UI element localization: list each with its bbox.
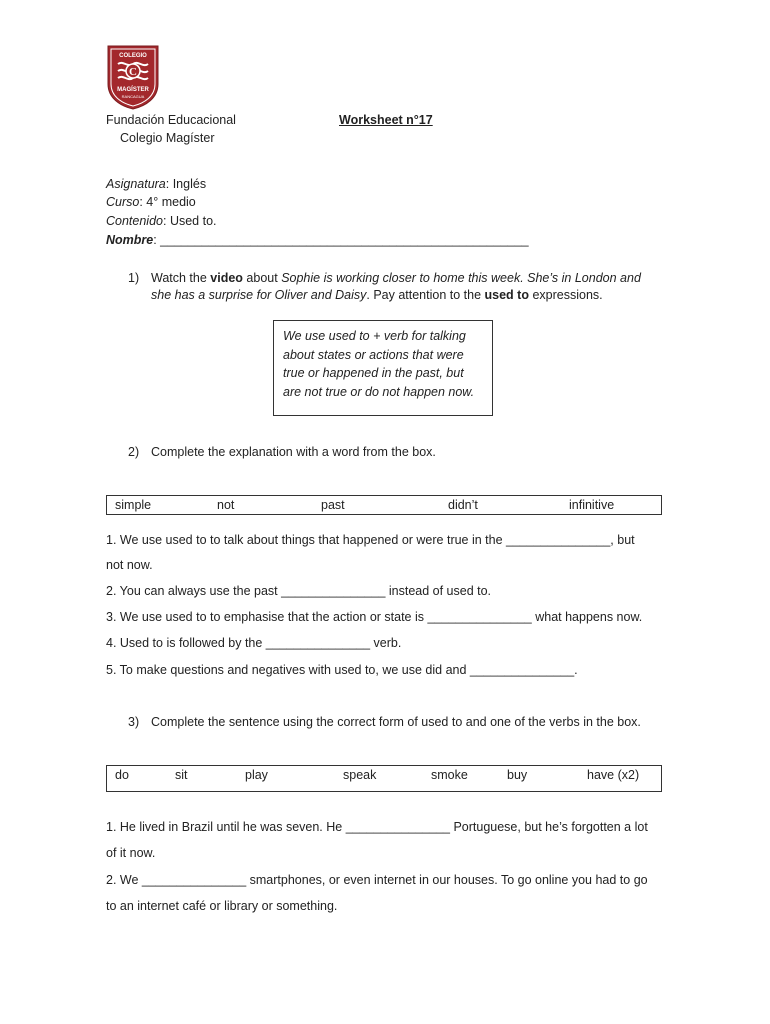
q3-item1: 1. He lived in Brazil until he was seven. He _______________ Portuguese, but he’s forgotten a lot <box>106 820 648 834</box>
subject-value: : Inglés <box>165 177 207 191</box>
q3-word: have (x2) <box>587 768 640 782</box>
q3-word-box <box>106 765 662 792</box>
q2-item2: 2. You can always use the past _______________ instead of used to. <box>106 584 492 598</box>
q3-word: speak <box>343 768 377 782</box>
institution-name: Fundación Educacional <box>106 113 236 127</box>
q3-word: buy <box>507 768 528 782</box>
q2-item1-cont: not now. <box>106 558 153 572</box>
content-line <box>106 214 217 228</box>
logo-text-city: RANCAGUA <box>121 94 145 99</box>
school-name: Colegio Magíster <box>120 131 215 145</box>
name-line <box>106 233 529 247</box>
grade-line <box>106 195 196 209</box>
q2-item1: 1. We use used to to talk about things that happened or were true in the _______________, but <box>106 533 635 547</box>
q2-word: infinitive <box>569 498 615 512</box>
q1-line2: she has a surprise for Oliver and Daisy. Pay attention to the used to expressions. <box>151 288 603 302</box>
q3-word: smoke <box>431 768 468 782</box>
q2-instruction: Complete the explanation with a word from the box. <box>151 445 436 459</box>
q3-word: play <box>245 768 268 782</box>
q2-word: simple <box>115 498 152 512</box>
q2-item4: 4. Used to is followed by the _______________ verb. <box>106 636 402 650</box>
logo-text-bottom: MAGÍSTER <box>117 87 149 93</box>
svg-text:C: C <box>129 66 137 78</box>
content-label: Contenido <box>106 214 163 228</box>
q1-line1: Watch the video about Sophie is working closer to home this week. She’s in London and <box>151 271 641 285</box>
name-label: Nombre <box>106 233 154 247</box>
q3-number: 3) <box>128 715 140 729</box>
q3-item2: 2. We _______________ smartphones, or even internet in our houses. To go online you had to go <box>106 873 648 887</box>
q3-word: do <box>115 768 129 782</box>
q2-item3: 3. We use used to to emphasise that the action or state is _______________ what happens now. <box>106 610 643 624</box>
q1-number: 1) <box>128 271 140 285</box>
school-logo <box>106 44 160 110</box>
q2-word: past <box>321 498 345 512</box>
q3-item2-cont: to an internet café or library or something. <box>106 899 338 913</box>
subject-line <box>106 177 206 191</box>
subject-label: Asignatura <box>106 177 166 191</box>
q2-word: didn’t <box>448 498 478 512</box>
worksheet-title: Worksheet n°17 <box>339 113 433 127</box>
q2-word: not <box>217 498 235 512</box>
used-to-note-box: We use used to + verb for talking about states or actions that were true or happened in the past, but are not true or do not happen now. <box>273 320 493 416</box>
logo-text-top: COLEGIO <box>119 53 147 59</box>
content-value: : Used to. <box>163 214 217 228</box>
q3-instruction: Complete the sentence using the correct form of used to and one of the verbs in the box. <box>151 715 641 729</box>
q2-number: 2) <box>128 445 140 459</box>
q3-word: sit <box>175 768 188 782</box>
grade-value: : 4° medio <box>139 195 196 209</box>
name-blank: : _____________________________________________________ <box>153 233 529 247</box>
q2-word-box <box>106 495 662 515</box>
grade-label: Curso <box>106 195 140 209</box>
q2-item5: 5. To make questions and negatives with used to, we use did and _______________. <box>106 663 578 677</box>
q3-item1-cont: of it now. <box>106 846 156 860</box>
